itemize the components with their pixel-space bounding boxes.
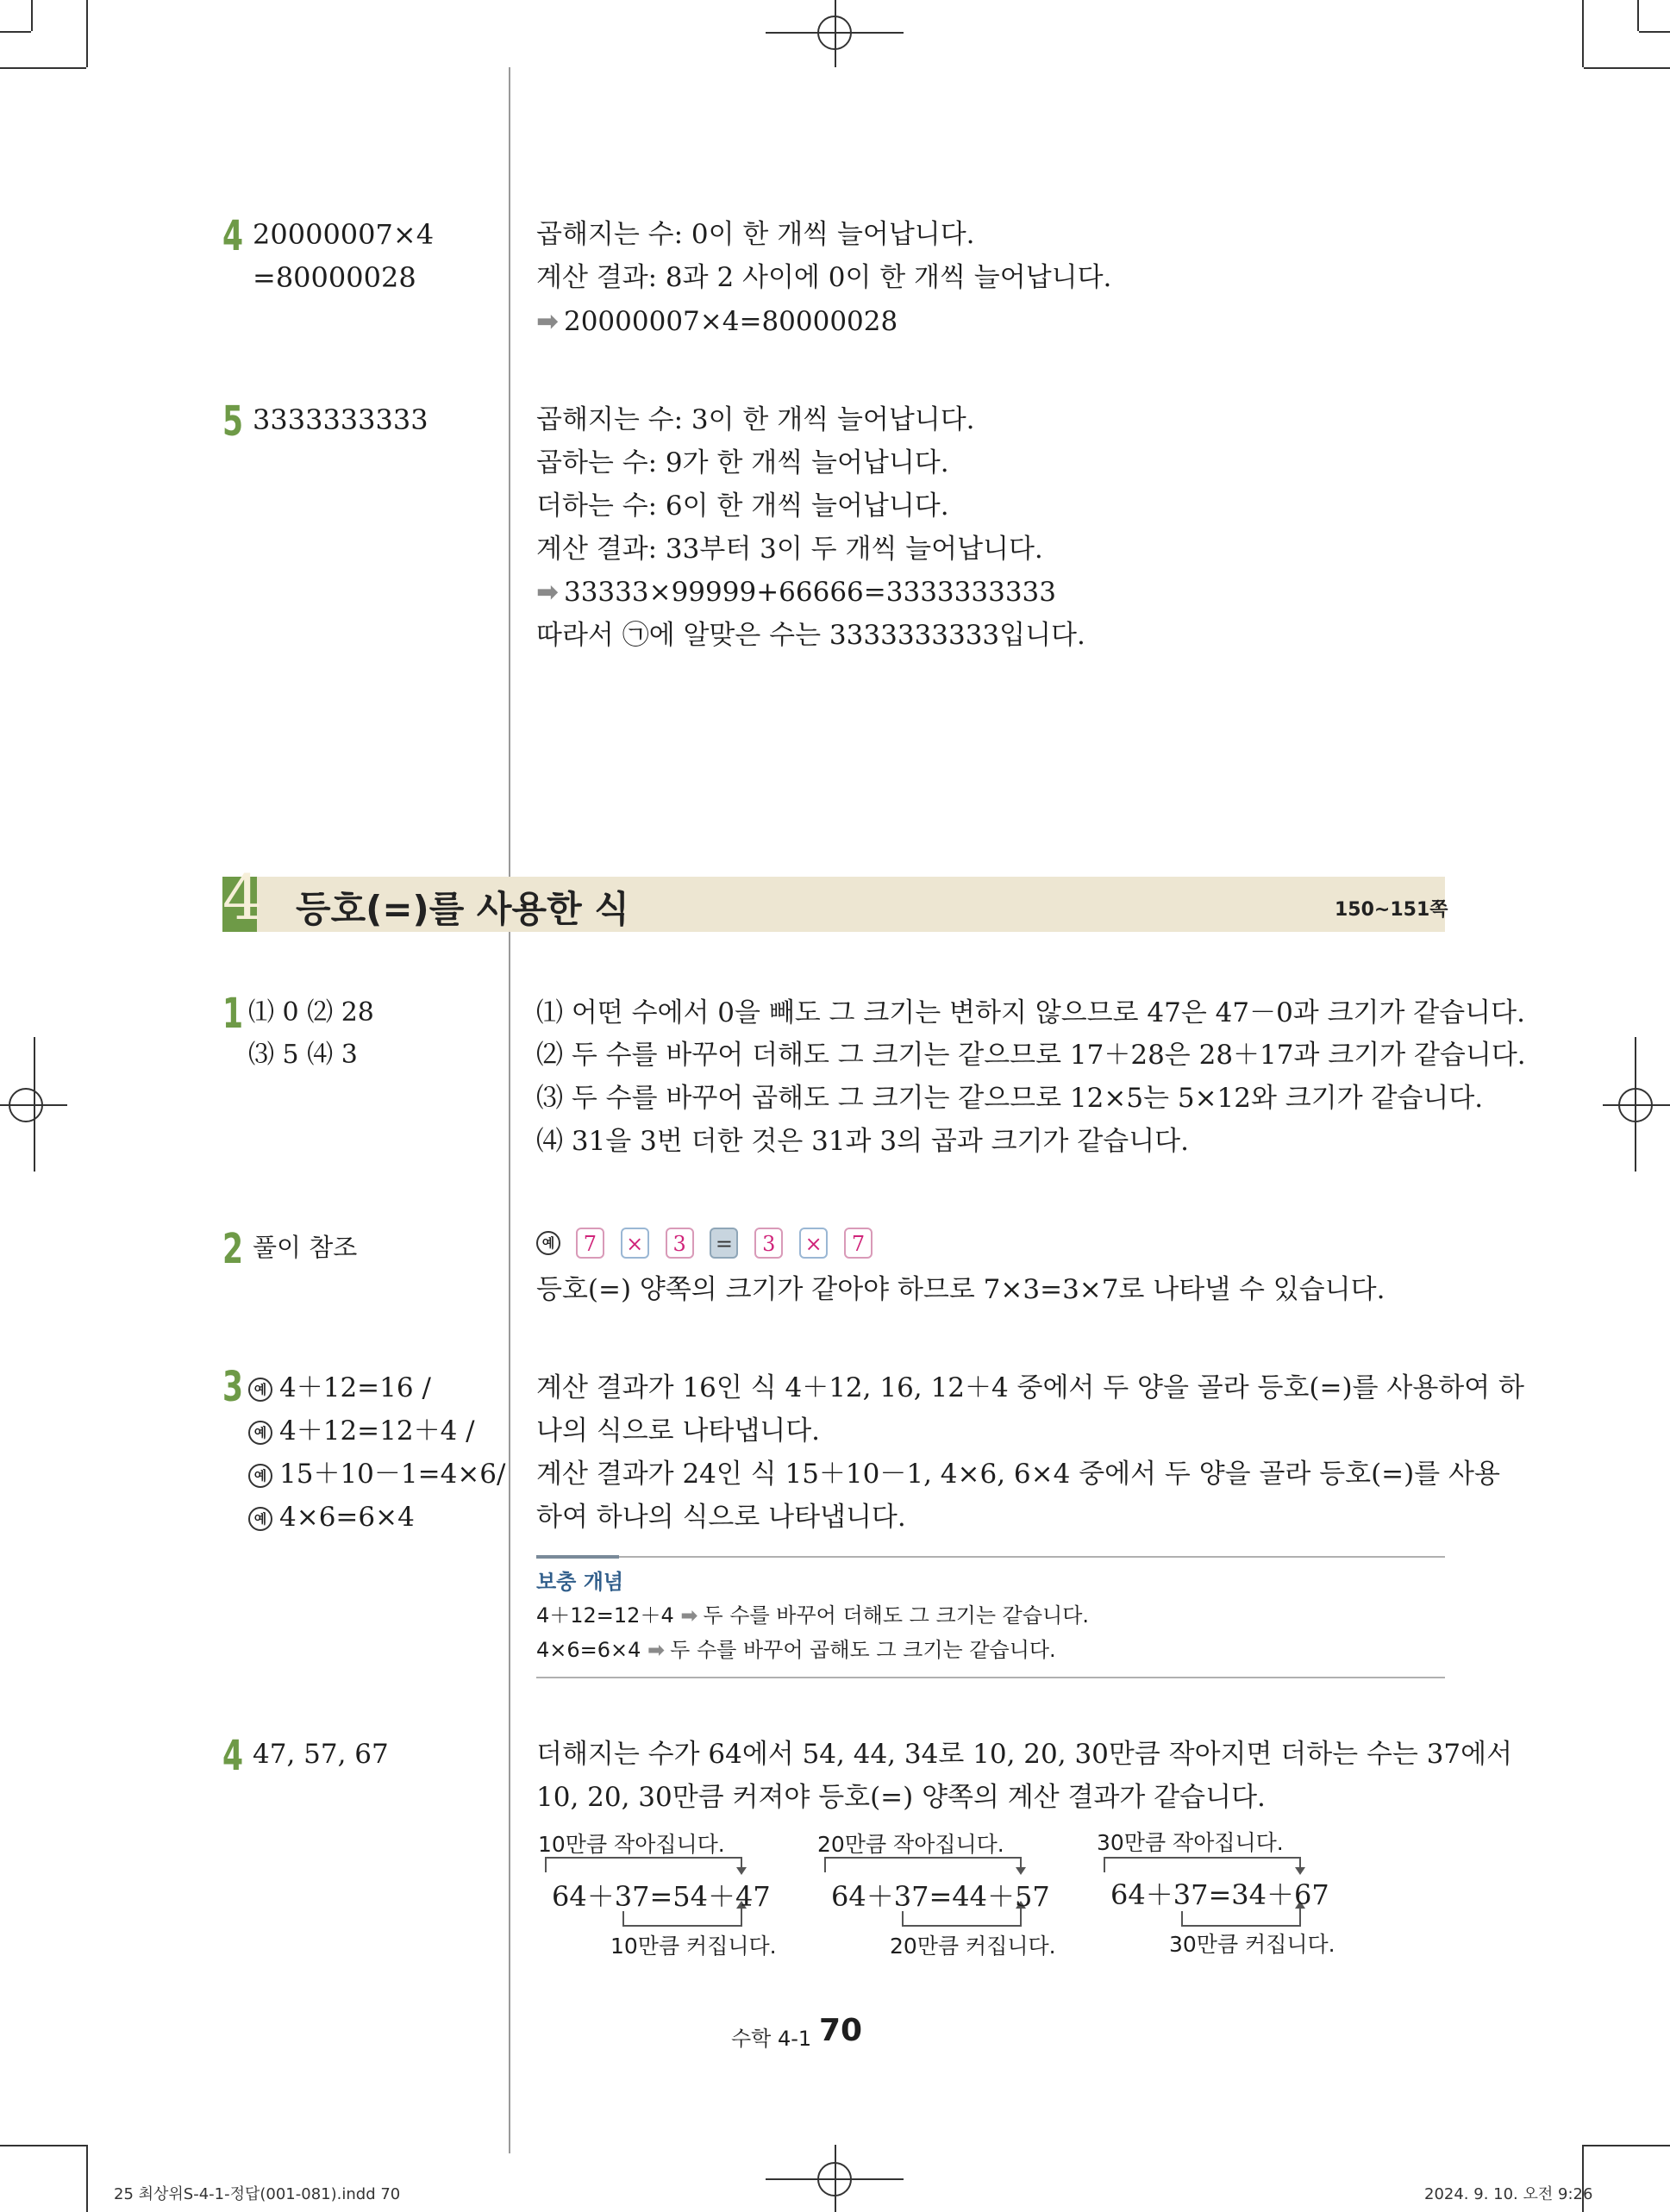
diagram-top-label: 30만큼 작아집니다. bbox=[1097, 1830, 1284, 1855]
diagram-top-label: 20만큼 작아집니다. bbox=[817, 1832, 1004, 1857]
answer-text: 47, 57, 67 bbox=[253, 1739, 389, 1770]
result-expression: 33333×99999+66666=3333333333 bbox=[563, 577, 1056, 608]
diagram-bottom-label: 10만큼 커집니다. bbox=[610, 1934, 777, 1959]
decrease-bracket bbox=[546, 1858, 741, 1872]
number-box: 7 bbox=[576, 1228, 604, 1259]
explanation-line: 계산 결과: 33부터 3이 두 개씩 늘어납니다. bbox=[536, 534, 1043, 565]
answer-text: =80000028 bbox=[253, 261, 416, 294]
answer-expression: 4×6=6×4 bbox=[279, 1502, 415, 1533]
page-number: 70 bbox=[819, 2013, 863, 2048]
answer-text: ⑴ 0 ⑵ 28 bbox=[248, 997, 374, 1028]
section-page-range: 150~151쪽 bbox=[1335, 899, 1448, 921]
equals-box: = bbox=[710, 1228, 738, 1259]
example-marker: 예 bbox=[248, 1464, 272, 1488]
example-marker: 예 bbox=[248, 1378, 272, 1402]
right-arrow-icon: ➡ bbox=[536, 306, 559, 337]
right-arrow-icon: ➡ bbox=[680, 1603, 698, 1628]
explanation-line: 등호(=) 양쪽의 크기가 같아야 하므로 7×3=3×7로 나타낼 수 있습니다. bbox=[536, 1274, 1385, 1305]
section-title: 등호(=)를 사용한 식 bbox=[296, 888, 629, 930]
diagram-bottom-label: 20만큼 커집니다. bbox=[890, 1934, 1056, 1959]
note-text: 두 수를 바꾸어 곱해도 그 크기는 같습니다. bbox=[670, 1638, 1056, 1662]
explanation-line: 나의 식으로 나타냅니다. bbox=[536, 1415, 821, 1447]
diagram-equation: 64＋37=44＋57 bbox=[831, 1880, 1050, 1913]
note-text: 두 수를 바꾸어 더해도 그 크기는 같습니다. bbox=[703, 1603, 1090, 1628]
explanation-line: ⑶ 두 수를 바꾸어 곱해도 그 크기는 같으므로 12×5는 5×12와 크기가 같습니다. bbox=[536, 1083, 1484, 1114]
explanation-line: 계산 결과: 8과 2 사이에 0이 한 개씩 늘어납니다. bbox=[536, 262, 1112, 293]
decrease-bracket bbox=[825, 1858, 1021, 1872]
question-number: 1 bbox=[222, 990, 244, 1038]
explanation-line: 계산 결과가 24인 식 15＋10－1, 4×6, 6×4 중에서 두 양을 골라 등호(=)를 사용 bbox=[536, 1459, 1500, 1490]
result-expression: 20000007×4=80000028 bbox=[563, 306, 898, 337]
explanation-line: 곱해지는 수: 0이 한 개씩 늘어납니다. bbox=[536, 219, 975, 250]
question-number: 5 bbox=[222, 397, 244, 446]
operator-box: × bbox=[799, 1228, 828, 1259]
question-number: 3 bbox=[222, 1363, 244, 1411]
answer-text: 3333333333 bbox=[253, 403, 428, 436]
note-expression: 4＋12=12＋4 bbox=[536, 1603, 674, 1628]
date-slug: 2024. 9. 10. 오전 9:26 bbox=[1424, 2185, 1593, 2203]
example-marker: 예 bbox=[536, 1231, 560, 1255]
section-number: 4 bbox=[222, 861, 262, 934]
explanation-line: 하여 하나의 식으로 나타냅니다. bbox=[536, 1502, 906, 1533]
file-slug: 25 최상위S-4-1-정답(001-081).indd 70 bbox=[114, 2185, 401, 2203]
example-marker: 예 bbox=[248, 1507, 272, 1531]
diagram-top-label: 10만큼 작아집니다. bbox=[538, 1832, 725, 1857]
diagram-bottom-label: 30만큼 커집니다. bbox=[1169, 1932, 1335, 1957]
number-box: 7 bbox=[844, 1228, 873, 1259]
number-box: 3 bbox=[754, 1228, 783, 1259]
explanation-line: 10, 20, 30만큼 커져야 등호(=) 양쪽의 계산 결과가 같습니다. bbox=[536, 1782, 1266, 1813]
answer-expression: 4＋12=12＋4 / bbox=[279, 1415, 475, 1447]
question-number: 2 bbox=[222, 1225, 244, 1273]
explanation-line: 더해지는 수가 64에서 54, 44, 34로 10, 20, 30만큼 작아지면 더하는 수는 37에서 bbox=[536, 1739, 1513, 1770]
explanation-line: ⑴ 어떤 수에서 0을 빼도 그 크기는 변하지 않으므로 47은 47－0과 크기가 같습니다. bbox=[536, 997, 1525, 1028]
explanation-line: 계산 결과가 16인 식 4＋12, 16, 12＋4 중에서 두 양을 골라 등호(=)를 사용하여 하 bbox=[536, 1372, 1524, 1403]
arrowhead-down bbox=[1016, 1867, 1026, 1875]
number-box: 3 bbox=[666, 1228, 694, 1259]
answer-text: 풀이 참조 bbox=[253, 1233, 358, 1262]
operator-box: × bbox=[621, 1228, 649, 1259]
explanation-line: 따라서 ㉠에 알맞은 수는 3333333333입니다. bbox=[536, 620, 1085, 651]
diagram-equation: 64＋37=34＋67 bbox=[1110, 1878, 1329, 1911]
decrease-bracket bbox=[1104, 1858, 1300, 1872]
answer-text: 20000007×4 bbox=[253, 218, 435, 251]
arrowhead-down bbox=[736, 1867, 747, 1875]
footer-subject: 수학 4-1 bbox=[731, 2027, 812, 2051]
explanation-line: ⑷ 31을 3번 더한 것은 31과 3의 곱과 크기가 같습니다. bbox=[536, 1126, 1189, 1157]
diagram-equation: 64＋37=54＋47 bbox=[552, 1880, 771, 1913]
note-title: 보충 개념 bbox=[536, 1570, 624, 1594]
answer-expression: 4＋12=16 / bbox=[279, 1372, 431, 1403]
answer-text: ⑶ 5 ⑷ 3 bbox=[248, 1040, 358, 1070]
question-number: 4 bbox=[222, 1732, 244, 1780]
example-marker: 예 bbox=[248, 1421, 272, 1445]
explanation-line: 곱해지는 수: 3이 한 개씩 늘어납니다. bbox=[536, 404, 975, 435]
answer-expression: 15＋10－1=4×6/ bbox=[279, 1459, 506, 1490]
explanation-line: ⑵ 두 수를 바꾸어 더해도 그 크기는 같으므로 17＋28은 28＋17과 크기가 같습니다. bbox=[536, 1040, 1526, 1071]
explanation-line: 곱하는 수: 9가 한 개씩 늘어납니다. bbox=[536, 447, 949, 478]
note-expression: 4×6=6×4 bbox=[536, 1638, 641, 1662]
right-arrow-icon: ➡ bbox=[647, 1638, 666, 1662]
explanation-line: 더하는 수: 6이 한 개씩 늘어납니다. bbox=[536, 491, 949, 522]
question-number: 4 bbox=[222, 212, 244, 260]
right-arrow-icon: ➡ bbox=[536, 577, 559, 608]
